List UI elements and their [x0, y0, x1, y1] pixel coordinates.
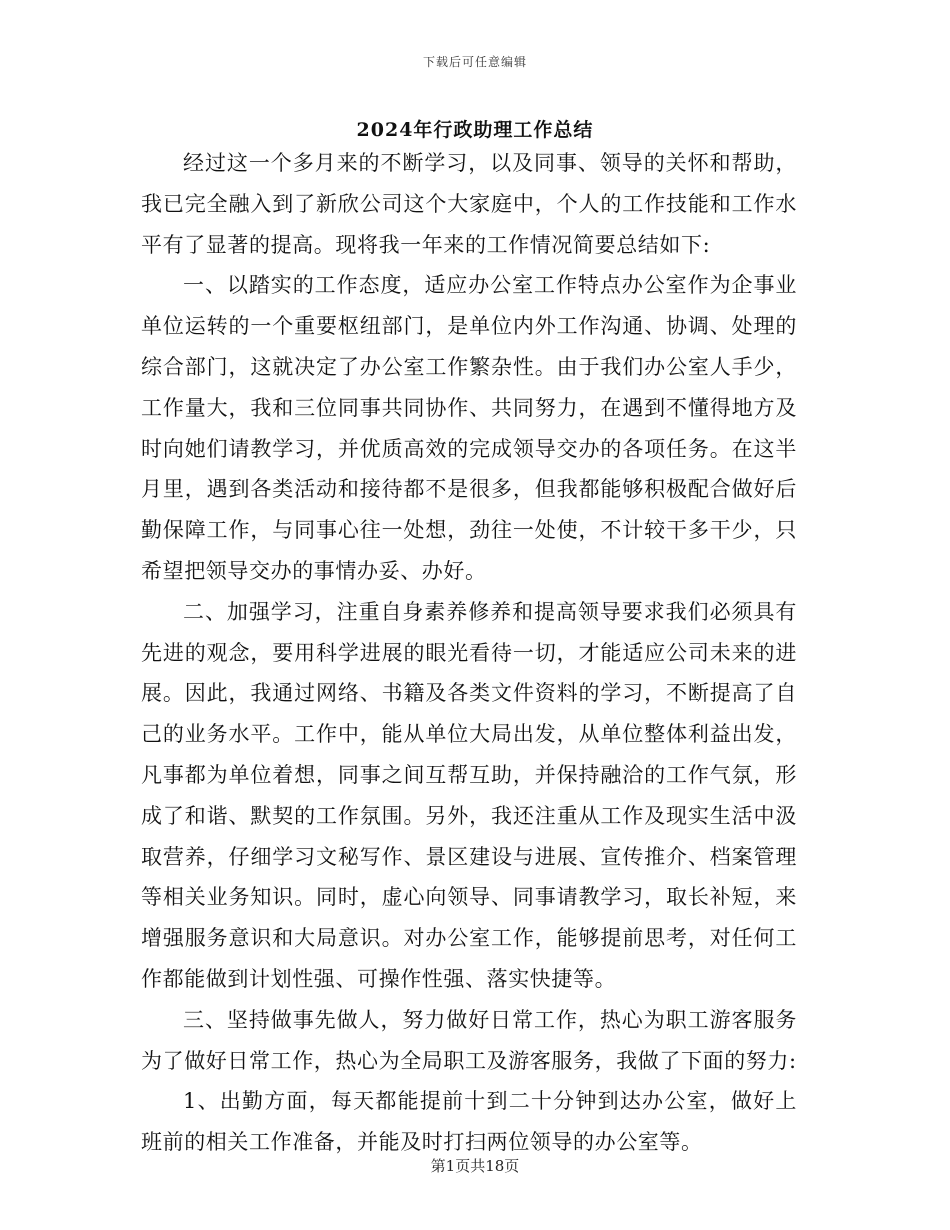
paragraph-intro: 经过这一个多月来的不断学习，以及同事、领导的关怀和帮助，我已完全融入到了新欣公司这个大家庭中，个人的工作技能和工作水平有了显著的提高。现将我一年来的工作情况简要总结如下:: [141, 151, 797, 257]
header-note: 下载后可任意编辑: [422, 55, 527, 69]
paragraph-item-1: 1、出勤方面，每天都能提前十到二十分钟到达办公室，做好上班前的相关工作准备，并能及时打扫两位领导的办公室等。: [141, 1089, 797, 1155]
paragraph-section-2: 二、加强学习，注重自身素养修养和提高领导要求我们必须具有先进的观念，要用科学进展的眼光看待一切，才能适应公司未来的进展。因此，我通过网络、书籍及各类文件资料的学习，不断提高了自己的业务水平。工作中，能从单位大局出发，从单位整体利益出发，凡事都为单位着想，同事之间互帮互助，并保持融洽的工作气氛，形成了和谐、默契的工作氛围。另外，我还注重从工作及现实生活中汲取营养，仔细学习文秘写作、景区建设与进展、宣传推介、档案管理等相关业务知识。同时，虚心向领导、同事请教学习，取长补短，来增强服务意识和大局意识。对办公室工作，能够提前思考，对任何工作都能做到计划性强、可操作性强、落实快捷等。: [141, 599, 797, 991]
page-footer: 第1页共18页: [430, 1157, 520, 1175]
document-body: [141, 143, 797, 1163]
document-title: 2024年行政助理工作总结: [356, 119, 594, 141]
paragraph-section-1: 一、以踏实的工作态度，适应办公室工作特点办公室作为企事业单位运转的一个重要枢纽部门，是单位内外工作沟通、协调、处理的综合部门，这就决定了办公室工作繁杂性。由于我们办公室人手少，工作量大，我和三位同事共同协作、共同努力，在遇到不懂得地方及时向她们请教学习，并优质高效的完成领导交办的各项任务。在这半月里，遇到各类活动和接待都不是很多，但我都能够积极配合做好后勤保障工作，与同事心往一处想，劲往一处使，不计较干多干少，只希望把领导交办的事情办妥、办好。: [141, 273, 797, 583]
paragraph-section-3: 三、坚持做事先做人，努力做好日常工作，热心为职工游客服务为了做好日常工作，热心为全局职工及游客服务，我做了下面的努力:: [141, 1007, 797, 1073]
